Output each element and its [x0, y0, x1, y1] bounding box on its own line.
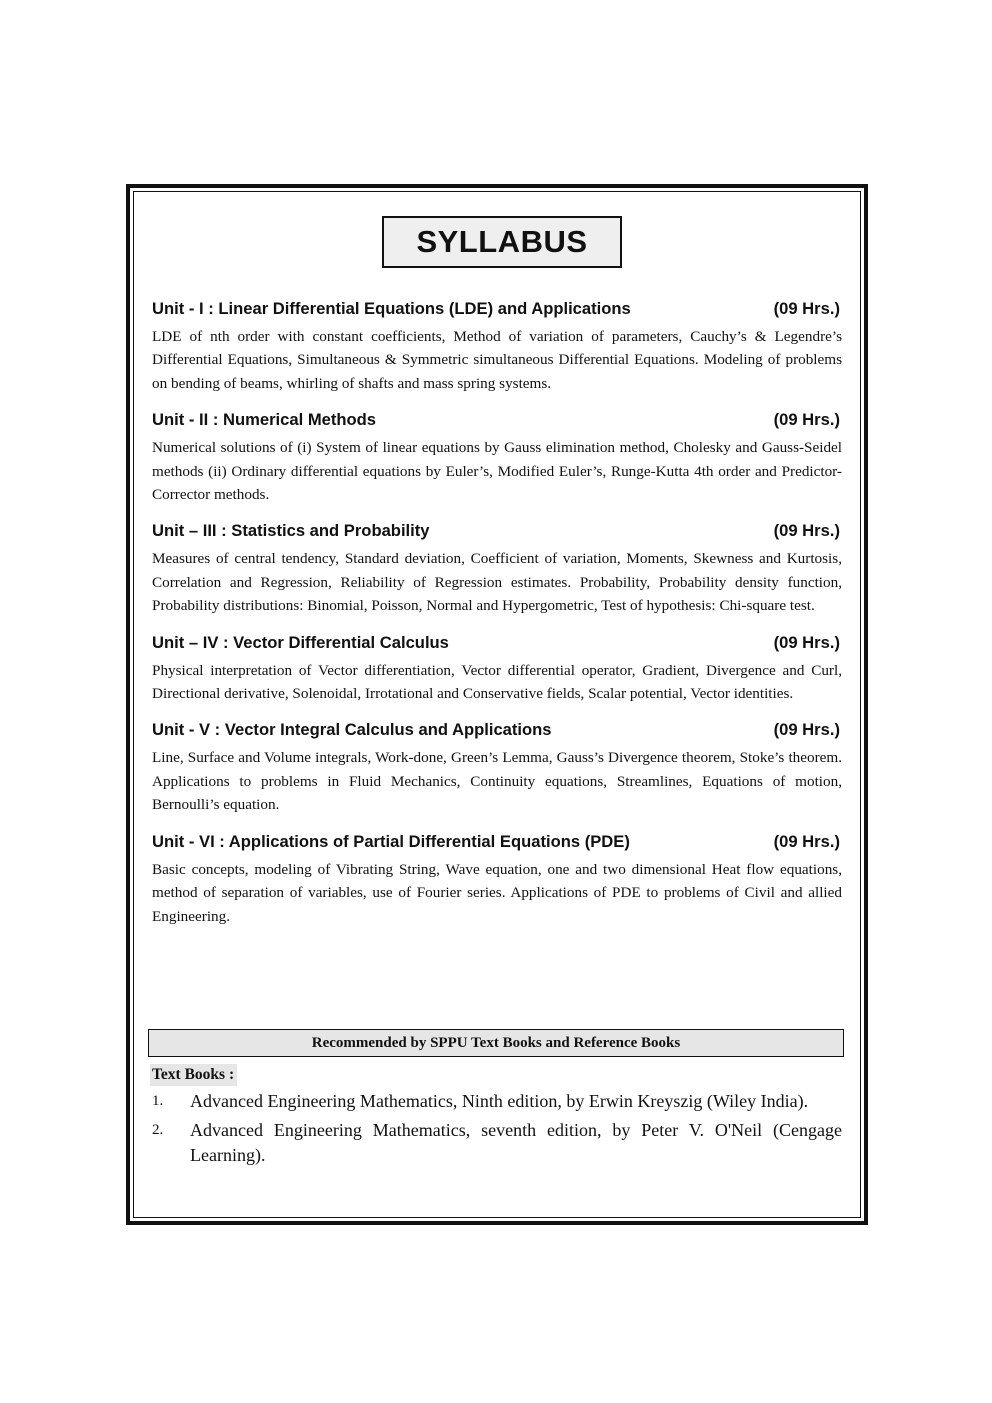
- unit-heading: Unit – IV : Vector Differential Calculus: [152, 632, 449, 652]
- units-list: [152, 298, 842, 942]
- unit-heading: Unit - V : Vector Integral Calculus and Applications: [152, 720, 552, 740]
- unit-5: [152, 719, 842, 816]
- unit-2: [152, 409, 842, 506]
- book-title: Advanced Engineering Mathematics, seventh edition, by Peter V. O'Neil (Cengage Learning).: [190, 1120, 842, 1165]
- list-number: 1.: [152, 1093, 164, 1109]
- unit-header: [152, 409, 842, 431]
- unit-hours: (09 Hrs.): [773, 299, 840, 318]
- unit-1: [152, 298, 842, 395]
- unit-header: [152, 831, 842, 853]
- unit-header: [152, 632, 842, 654]
- unit-body: Physical interpretation of Vector differentiation, Vector differential operator, Gradient, Divergence and Curl, Directional derivative, Solenoidal, Irrotational and Conservative fields, Scalar potential, Vector identities.: [152, 661, 842, 703]
- unit-hours: (09 Hrs.): [773, 632, 840, 652]
- unit-body: LDE of nth order with constant coefficients, Method of variation of parameters, Cauchy’s & Legendre’s Differential Equations, Simultaneous & Symmetric simultaneous Differential Equations. Modeling of problems on bending of beams, whirling of shafts and mass spring systems.: [152, 328, 842, 392]
- unit-header: [152, 719, 842, 741]
- unit-body: Line, Surface and Volume integrals, Work-done, Green’s Lemma, Gauss’s Divergence theorem, Stoke’s theorem. Applications to problems in Fluid Mechanics, Continuity equations, Streamlines, Equations of motion, Bernoulli’s equation.: [152, 749, 842, 814]
- unit-header: [152, 520, 842, 542]
- unit-body: Numerical solutions of (i) System of linear equations by Gauss elimination method, Cholesky and Gauss-Seidel methods (ii) Ordinary differential equations by Euler’s, Modified Euler’s, Runge-Kutta 4th order and Predictor-Corrector methods.: [152, 439, 842, 504]
- list-item: [152, 1118, 842, 1168]
- unit-heading: Unit – III : Statistics and Probability: [152, 521, 430, 541]
- recommended-books-heading: Recommended by SPPU Text Books and Reference Books: [148, 1029, 844, 1057]
- page-title: SYLLABUS: [416, 224, 588, 259]
- unit-heading: Unit - VI : Applications of Partial Differential Equations (PDE): [152, 831, 630, 851]
- text-books-label: Text Books :: [150, 1064, 237, 1086]
- text-books-list: [152, 1089, 842, 1172]
- syllabus-frame-inner: [133, 191, 861, 1218]
- unit-hours: (09 Hrs.): [773, 410, 840, 430]
- unit-hours: (09 Hrs.): [773, 521, 840, 541]
- syllabus-frame: [126, 184, 868, 1225]
- unit-heading: Unit - I : Linear Differential Equations (LDE) and Applications: [152, 299, 631, 318]
- list-number: 2.: [152, 1122, 164, 1138]
- unit-body: Measures of central tendency, Standard deviation, Coefficient of variation, Moments, Skewness and Kurtosis, Correlation and Regression, Reliability of Regression estimates. Probability, Probability density function, Probability distributions: Binomial, Poisson, Normal and Hypergometric, Test of hypothesis: Chi-square test.: [152, 550, 842, 615]
- list-item: [152, 1089, 842, 1114]
- unit-hours: (09 Hrs.): [773, 720, 840, 740]
- book-title: Advanced Engineering Mathematics, Ninth edition, by Erwin Kreyszig (Wiley India).: [190, 1091, 809, 1111]
- unit-6: [152, 831, 842, 928]
- unit-body: Basic concepts, modeling of Vibrating String, Wave equation, one and two dimensional Heat flow equations, method of separation of variables, use of Fourier series. Applications of PDE to problems of Civil and allied Engineering.: [152, 860, 842, 925]
- unit-3: [152, 520, 842, 617]
- unit-4: [152, 632, 842, 706]
- page-title-box: [382, 216, 622, 268]
- unit-heading: Unit - II : Numerical Methods: [152, 410, 377, 430]
- unit-hours: (09 Hrs.): [773, 831, 840, 851]
- unit-header: [152, 298, 842, 320]
